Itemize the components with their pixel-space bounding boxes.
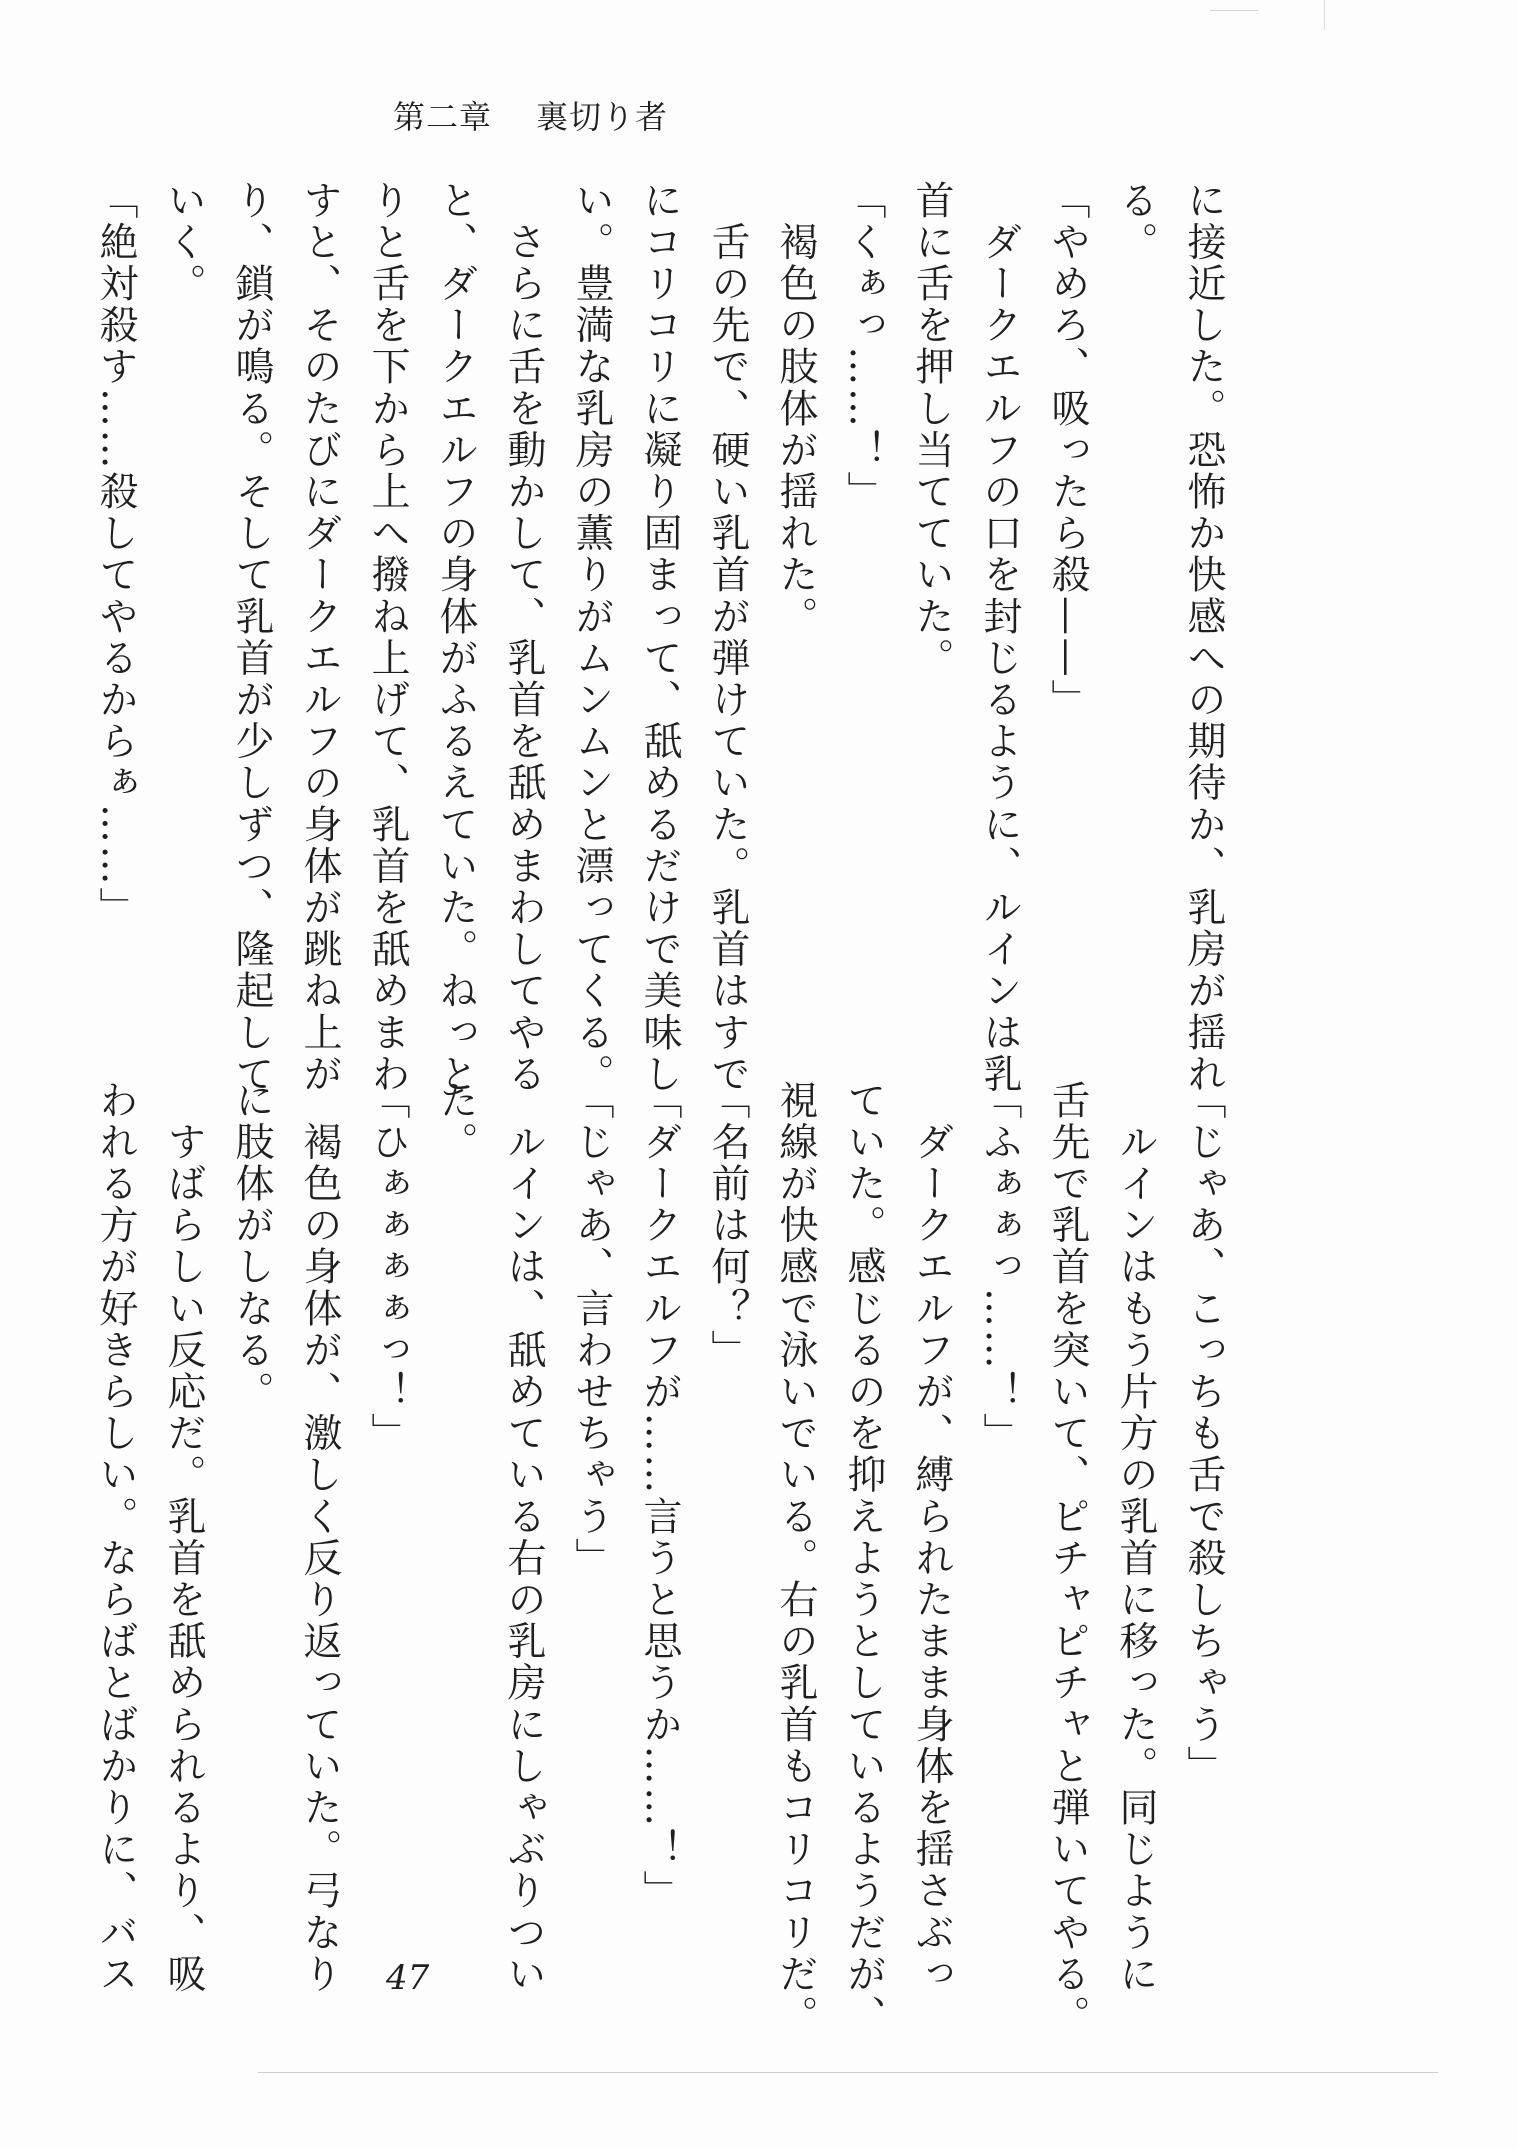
text-line: と、ダークエルフの身体がふるえていた。ねっと bbox=[433, 180, 478, 1096]
text-line: りと舌を下から上へ撥ね上げて、乳首を舐めまわ bbox=[365, 180, 410, 1096]
text-line: 褐色の肢体が揺れた。 bbox=[773, 180, 818, 638]
text-line: さらに舌を動かして、乳首を舐めまわしてやる bbox=[501, 180, 546, 1096]
scan-artifact-side bbox=[1324, 0, 1325, 30]
text-line: 舌先で乳首を突いて、ピチャピチャと弾いてやる。 bbox=[1045, 1080, 1090, 2037]
text-line: すと、そのたびにダークエルフの身体が跳ね上が bbox=[297, 180, 342, 1096]
text-line: 視線が快感で泳いでいる。右の乳首もコリコリだ。 bbox=[773, 1080, 818, 2037]
scan-edge-line bbox=[258, 2072, 1438, 2073]
text-line: 「じゃあ、言わせちゃう」 bbox=[569, 1080, 614, 1580]
text-line: 舌の先で、硬い乳首が弾けていた。乳首はすで bbox=[705, 180, 750, 1096]
text-line: り、鎖が鳴る。そして乳首が少しずつ、隆起して bbox=[229, 180, 274, 1096]
text-block-lower bbox=[81, 1080, 1237, 2037]
text-line: る。 bbox=[1113, 180, 1158, 264]
chapter-title: 裏切り者 bbox=[536, 98, 669, 136]
text-line: 褐色の身体が、激しく反り返っていた。弓なり bbox=[297, 1080, 342, 1996]
text-line: に接近した。恐怖か快感への期待か、乳房が揺れ bbox=[1181, 180, 1226, 1096]
text-line: いく。 bbox=[161, 180, 206, 305]
text-line: われる方が好きらしい。ならばとばかりに、バス bbox=[93, 1080, 138, 1996]
text-line: ダークエルフが、縛られたまま身体を揺さぶっ bbox=[909, 1080, 954, 1996]
page-number: 47 bbox=[386, 1958, 430, 1998]
text-line: 「名前は何？」 bbox=[705, 1080, 750, 1372]
text-block-upper bbox=[81, 180, 1237, 1096]
text-line: すばらしい反応だ。乳首を舐められるより、吸 bbox=[161, 1080, 206, 1996]
text-line: ルインは、舐めている右の乳房にしゃぶりつい bbox=[501, 1080, 546, 1996]
running-header bbox=[393, 92, 668, 138]
text-line: 「ダークエルフが……言うと思うか……！」 bbox=[637, 1080, 682, 1912]
text-line: た。 bbox=[433, 1080, 478, 1164]
text-line: 「やめろ、吸ったら殺——」 bbox=[1045, 180, 1090, 721]
text-line: 首に舌を押し当てていた。 bbox=[909, 180, 954, 680]
text-line: 「じゃあ、こっちも舌で殺しちゃう」 bbox=[1181, 1080, 1226, 1788]
scan-artifact-top bbox=[1210, 10, 1258, 11]
chapter-number: 第二章 bbox=[393, 98, 493, 136]
text-line: い。豊満な乳房の薫りがムンムンと漂ってくる。 bbox=[569, 180, 614, 1096]
text-line: に肢体がしなる。 bbox=[229, 1080, 274, 1413]
text-line: ていた。感じるのを抑えようとしているようだが、 bbox=[841, 1080, 886, 2037]
text-line: 「くぁっ……！」 bbox=[841, 180, 886, 513]
text-line: 「ひぁぁぁぁっ！」 bbox=[365, 1080, 410, 1455]
text-line: にコリコリに凝り固まって、舐めるだけで美味し bbox=[637, 180, 682, 1096]
text-line: ルインはもう片方の乳首に移った。同じように bbox=[1113, 1080, 1158, 1996]
text-line: 「ふぁぁっ……！」 bbox=[977, 1080, 1022, 1455]
text-line: 「絶対殺す……殺してやるからぁ……」 bbox=[93, 180, 138, 929]
text-line: ダークエルフの口を封じるように、ルインは乳 bbox=[977, 180, 1022, 1096]
